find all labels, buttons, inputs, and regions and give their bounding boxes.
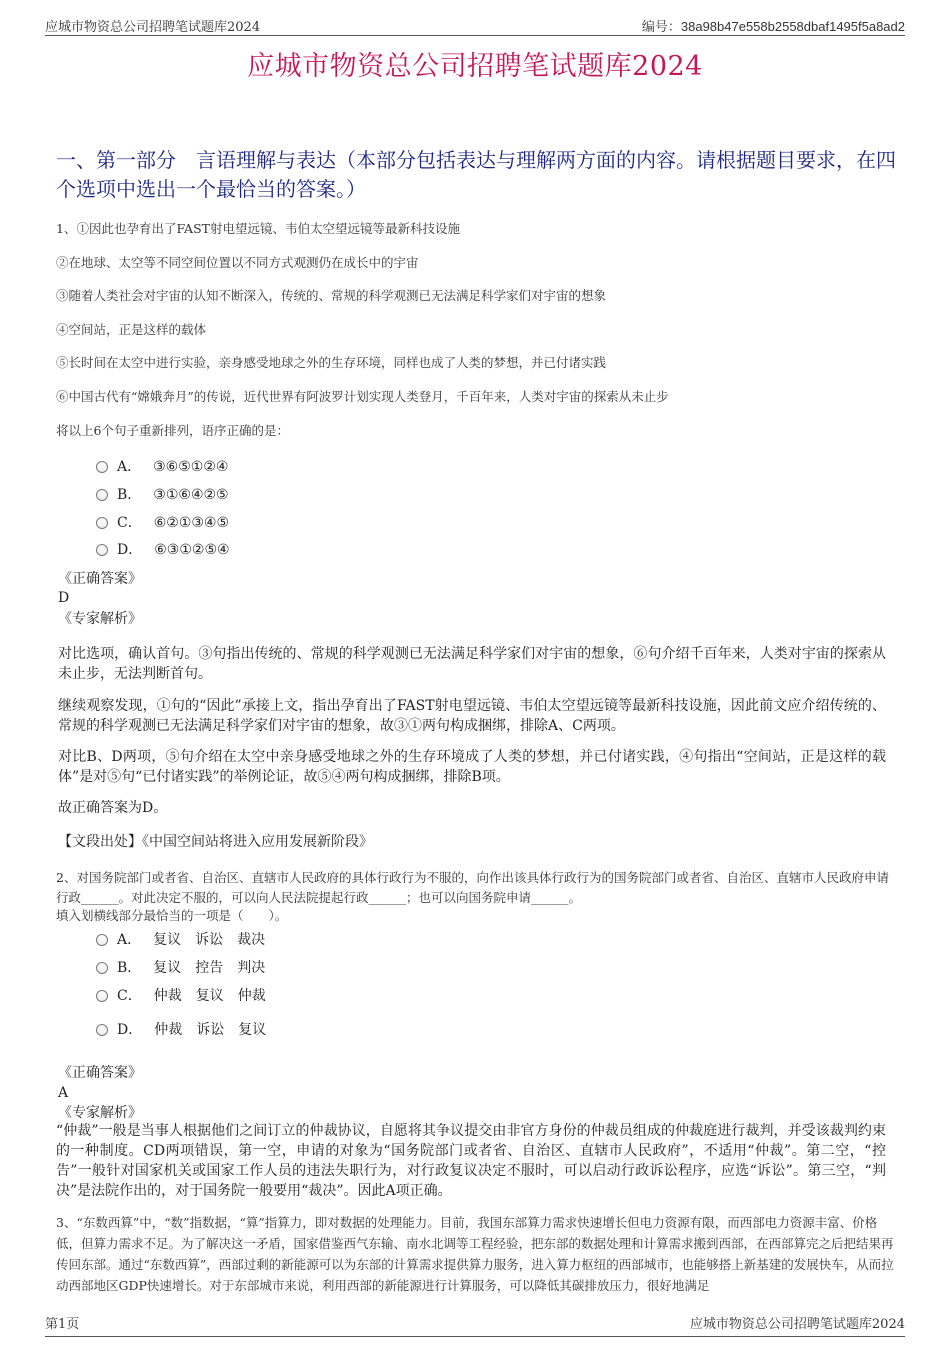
q1-option-b[interactable] — [96, 485, 229, 505]
radio-icon[interactable] — [96, 461, 108, 473]
q1-analysis-label: 《专家解析》 — [58, 611, 142, 627]
q1-option-d[interactable] — [96, 540, 230, 560]
option-text: ③⑥⑤①②④ — [153, 459, 229, 475]
radio-icon[interactable] — [96, 990, 108, 1002]
option-text: 复议 诉讼 裁决 — [153, 932, 266, 948]
option-key: C． — [117, 988, 142, 1004]
page-header — [45, 14, 905, 36]
q2-answer: A — [58, 1085, 69, 1101]
q2-option-c[interactable] — [96, 986, 266, 1006]
header-title: 应城市物资总公司招聘笔试题库2024 — [45, 20, 261, 35]
q2-analysis: “仲裁”一般是当事人根据他们之间订立的仲裁协议，自愿将其争议提交由非官方身份的仲裁员组成的仲裁庭进行裁判，并受该裁判约束的一种制度。CD两项错误，第一空，申请的对象为“国务院部门或者省、自治区、直辖市人民政府”，不适用“仲裁”。第二空，“控告”一般针对国家机关或国家工作人员的违法失职行为，对行政复议决定不服时，可以启动行政诉讼程序，应选“诉讼”。第三空，“判决”是法院作出的，对于国务院一般要用“裁决”。因此A项正确。 — [56, 1123, 886, 1199]
q2-option-b[interactable] — [96, 958, 265, 978]
radio-icon[interactable] — [96, 962, 108, 974]
q3-text: 3、“东数西算”中，“数”指数据，“算”指算力，即对数据的处理能力。目前，我国东部算力需求快速增长但电力资源有限，而西部电力资源丰富、价格低，但算力需求不足。为了解决这一矛盾，国家借鉴西气东输、南水北调等工程经验，把东部的数据处理和计算需求搬到西部，在西部算完之后把结果再传回东部。通过“东数西算”，西部过剩的新能源可以为东部的计算需求提供算力服务，进入算力枢纽的西部城市，也能够搭上新基建的发展快车，从而拉动西部地区GDP快速增长。对于东部城市来说，利用西部的新能源进行计算服务，可以降低其碳排放压力，很好地满足 — [56, 1215, 894, 1293]
q2-analysis-label: 《专家解析》 — [58, 1105, 142, 1121]
q2-option-a[interactable] — [96, 930, 265, 950]
option-text: 仲裁 诉讼 复议 — [154, 1022, 267, 1038]
section-heading: 一、第一部分 言语理解与表达（本部分包括表达与理解两方面的内容。请根据题目要求，在四个选项中选出一个最恰当的答案。） — [56, 148, 896, 201]
q2-prompt: 填入划横线部分最恰当的一项是（ ）。 — [56, 908, 288, 923]
radio-icon[interactable] — [96, 1024, 108, 1036]
q1-sentence-5: ⑤长时间在太空中进行实验，亲身感受地球之外的生存环境，同样也成了人类的梦想，并已付诸实践 — [56, 355, 607, 370]
q1-option-c[interactable] — [96, 513, 229, 533]
radio-icon[interactable] — [96, 517, 108, 529]
q1-sentence-4: ④空间站，正是这样的载体 — [56, 322, 207, 337]
option-text: 仲裁 复议 仲裁 — [153, 988, 266, 1004]
q1-option-a[interactable] — [96, 457, 228, 477]
q1-prompt: 将以上6个句子重新排列，语序正确的是： — [56, 423, 289, 438]
radio-icon[interactable] — [96, 489, 108, 501]
option-key: C． — [117, 515, 142, 531]
q1-sentence-2: ②在地球、太空等不同空间位置以不同方式观测仍在成长中的宇宙 — [56, 255, 419, 270]
option-key: A． — [117, 932, 142, 948]
footer-title: 应城市物资总公司招聘笔试题库2024 — [689, 1317, 905, 1332]
q1-sentence-6: ⑥中国古代有“嫦娥奔月”的传说，近代世界有阿波罗计划实现人类登月，千百年来，人类对宇宙的探索从未止步 — [56, 389, 669, 404]
option-key: A． — [117, 459, 142, 475]
option-key: B． — [117, 960, 142, 976]
q2-answer-label: 《正确答案》 — [58, 1065, 142, 1081]
q1-analysis-3: 对比B、D两项，⑤句介绍在太空中亲身感受地球之外的生存环境成了人类的梦想，并已付诸实践，④句指出“空间站，正是这样的载体”是对⑤句“已付诸实践”的举例论证，故⑤④两句构成捆绑，排除B项。 — [58, 749, 886, 785]
page-footer — [45, 1317, 905, 1337]
q1-analysis-4: 故正确答案为D。 — [58, 800, 168, 816]
option-text: ⑥②①③④⑤ — [153, 515, 230, 531]
option-key: D． — [117, 1022, 143, 1038]
q1-sentence-3: ③随着人类社会对宇宙的认知不断深入，传统的、常规的科学观测已无法满足科学家们对宇宙的想象 — [56, 288, 607, 303]
header-doc-id: 编号：38a98b47e558b2558dbaf1495f5a8ad2 — [641, 19, 905, 34]
radio-icon[interactable] — [96, 934, 108, 946]
radio-icon[interactable] — [96, 544, 108, 556]
q1-sentence-1: 1、①因此也孕育出了FAST射电望远镜、韦伯太空望远镜等最新科技设施 — [56, 221, 460, 236]
q2-text: 2、对国务院部门或者省、自治区、直辖市人民政府的具体行政行为不服的，向作出该具体行政行为的国务院部门或者省、自治区、直辖市人民政府申请行政______。对此决定不服的，可以向人民法院提起行政______；也可以向国务院申请______。 — [56, 870, 889, 905]
q1-analysis-2: 继续观察发现，①句的“因此”承接上文，指出孕育出了FAST射电望远镜、韦伯太空望远镜等最新科技设施，因此前文应介绍传统的、常规的科学观测已无法满足科学家们对宇宙的想象，故③①两句构成捆绑，排除A、C两项。 — [58, 698, 886, 734]
q1-answer: D — [58, 590, 70, 606]
option-key: B． — [117, 487, 142, 503]
option-text: ③①⑥④②⑤ — [153, 487, 229, 503]
option-text: ⑥③①②⑤④ — [154, 542, 230, 558]
document-title: 应城市物资总公司招聘笔试题库2024 — [247, 51, 703, 82]
q1-analysis-1: 对比选项，确认首句。③句指出传统的、常规的科学观测已无法满足科学家们对宇宙的想象，⑥句介绍千百年来，人类对宇宙的探索从未止步，无法判断首句。 — [58, 646, 886, 682]
footer-page-number: 第1页 — [45, 1317, 80, 1332]
q1-source: 【文段出处】《中国空间站将进入应用发展新阶段》 — [58, 834, 373, 850]
option-key: D． — [117, 542, 143, 558]
q2-option-d[interactable] — [96, 1020, 266, 1040]
q1-answer-label: 《正确答案》 — [58, 571, 142, 587]
option-text: 复议 控告 判决 — [153, 960, 266, 976]
